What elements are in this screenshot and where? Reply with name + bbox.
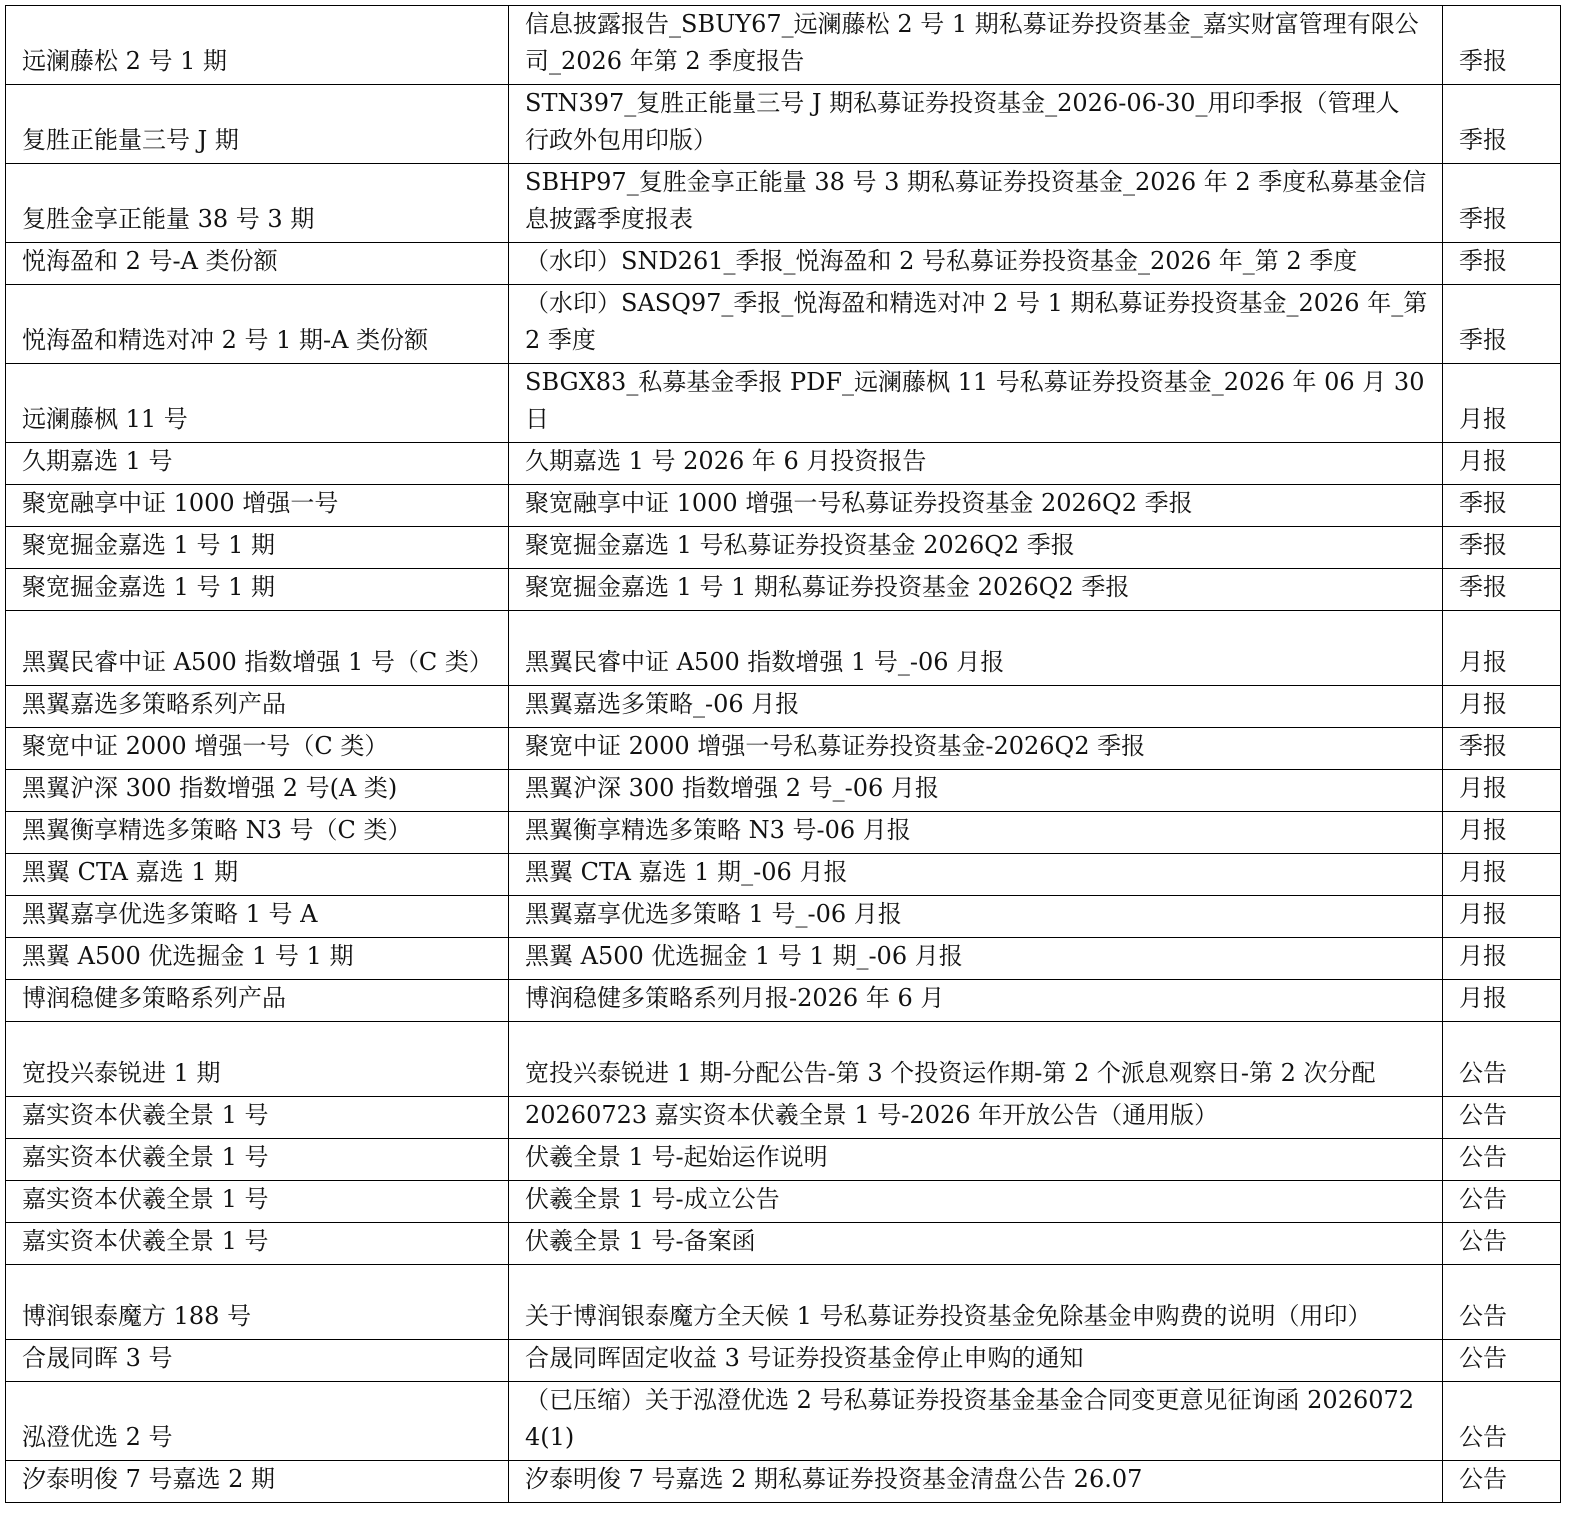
fund-name-cell: 远澜藤松 2 号 1 期 — [6, 6, 509, 85]
table-row — [6, 85, 1561, 164]
report-title-cell: 伏羲全景 1 号-成立公告 — [509, 1181, 1443, 1223]
fund-name-cell: 宽投兴泰锐进 1 期 — [6, 1022, 509, 1097]
report-title-cell: 关于博润银泰魔方全天候 1 号私募证券投资基金免除基金申购费的说明（用印） — [509, 1265, 1443, 1340]
report-type-cell: 公告 — [1443, 1181, 1561, 1223]
table-row — [6, 1139, 1561, 1181]
report-title-cell: 博润稳健多策略系列月报-2026 年 6 月 — [509, 980, 1443, 1022]
report-title-cell: 聚宽掘金嘉选 1 号私募证券投资基金 2026Q2 季报 — [509, 527, 1443, 569]
table-row — [6, 443, 1561, 485]
fund-name-cell: 黑翼嘉享优选多策略 1 号 A — [6, 896, 509, 938]
report-title-cell: （已压缩）关于泓澄优选 2 号私募证券投资基金基金合同变更意见征询函 20260724(1) — [509, 1382, 1443, 1461]
table-row — [6, 364, 1561, 443]
table-row — [6, 569, 1561, 611]
report-title-cell: 黑翼衡享精选多策略 N3 号-06 月报 — [509, 812, 1443, 854]
report-title-cell: 黑翼 CTA 嘉选 1 期_-06 月报 — [509, 854, 1443, 896]
table-row — [6, 6, 1561, 85]
report-title-cell: 伏羲全景 1 号-起始运作说明 — [509, 1139, 1443, 1181]
report-title-cell: 黑翼 A500 优选掘金 1 号 1 期_-06 月报 — [509, 938, 1443, 980]
report-type-cell: 公告 — [1443, 1382, 1561, 1461]
report-title-cell: 20260723 嘉实资本伏羲全景 1 号-2026 年开放公告（通用版） — [509, 1097, 1443, 1139]
report-title-cell: 聚宽融享中证 1000 增强一号私募证券投资基金 2026Q2 季报 — [509, 485, 1443, 527]
table-row — [6, 527, 1561, 569]
table-row — [6, 243, 1561, 285]
report-title-cell: 合晟同晖固定收益 3 号证券投资基金停止申购的通知 — [509, 1340, 1443, 1382]
report-title-cell: 黑翼沪深 300 指数增强 2 号_-06 月报 — [509, 770, 1443, 812]
report-type-cell: 公告 — [1443, 1223, 1561, 1265]
report-type-cell: 季报 — [1443, 6, 1561, 85]
table-row — [6, 285, 1561, 364]
table-body — [6, 6, 1561, 1503]
fund-name-cell: 聚宽掘金嘉选 1 号 1 期 — [6, 527, 509, 569]
table-row — [6, 1340, 1561, 1382]
fund-name-cell: 聚宽掘金嘉选 1 号 1 期 — [6, 569, 509, 611]
report-type-cell: 季报 — [1443, 485, 1561, 527]
report-type-cell: 月报 — [1443, 364, 1561, 443]
table-row — [6, 1461, 1561, 1503]
report-title-cell: （水印）SASQ97_季报_悦海盈和精选对冲 2 号 1 期私募证券投资基金_2026 年_第 2 季度 — [509, 285, 1443, 364]
fund-name-cell: 复胜正能量三号 J 期 — [6, 85, 509, 164]
fund-report-table — [5, 5, 1561, 1503]
fund-name-cell: 合晟同晖 3 号 — [6, 1340, 509, 1382]
fund-name-cell: 黑翼 A500 优选掘金 1 号 1 期 — [6, 938, 509, 980]
table-row — [6, 980, 1561, 1022]
report-type-cell: 公告 — [1443, 1097, 1561, 1139]
report-type-cell: 公告 — [1443, 1340, 1561, 1382]
fund-name-cell: 黑翼 CTA 嘉选 1 期 — [6, 854, 509, 896]
report-type-cell: 月报 — [1443, 854, 1561, 896]
report-type-cell: 季报 — [1443, 569, 1561, 611]
report-title-cell: 久期嘉选 1 号 2026 年 6 月投资报告 — [509, 443, 1443, 485]
table-row — [6, 1022, 1561, 1097]
report-type-cell: 季报 — [1443, 728, 1561, 770]
table-row — [6, 164, 1561, 243]
fund-name-cell: 博润稳健多策略系列产品 — [6, 980, 509, 1022]
report-title-cell: （水印）SND261_季报_悦海盈和 2 号私募证券投资基金_2026 年_第 2 季度 — [509, 243, 1443, 285]
report-title-cell: 伏羲全景 1 号-备案函 — [509, 1223, 1443, 1265]
fund-name-cell: 嘉实资本伏羲全景 1 号 — [6, 1223, 509, 1265]
report-title-cell: 黑翼嘉享优选多策略 1 号_-06 月报 — [509, 896, 1443, 938]
report-type-cell: 月报 — [1443, 896, 1561, 938]
report-title-cell: SBHP97_复胜金享正能量 38 号 3 期私募证券投资基金_2026 年 2 季度私募基金信息披露季度报表 — [509, 164, 1443, 243]
report-type-cell: 季报 — [1443, 164, 1561, 243]
fund-name-cell: 悦海盈和 2 号-A 类份额 — [6, 243, 509, 285]
report-title-cell: STN397_复胜正能量三号 J 期私募证券投资基金_2026-06-30_用印季报（管理人 行政外包用印版） — [509, 85, 1443, 164]
report-type-cell: 公告 — [1443, 1461, 1561, 1503]
report-type-cell: 月报 — [1443, 938, 1561, 980]
report-type-cell: 季报 — [1443, 285, 1561, 364]
table-row — [6, 485, 1561, 527]
report-title-cell: 黑翼民睿中证 A500 指数增强 1 号_-06 月报 — [509, 611, 1443, 686]
table-row — [6, 611, 1561, 686]
fund-name-cell: 远澜藤枫 11 号 — [6, 364, 509, 443]
report-type-cell: 月报 — [1443, 770, 1561, 812]
fund-name-cell: 黑翼民睿中证 A500 指数增强 1 号（C 类） — [6, 611, 509, 686]
table-row — [6, 728, 1561, 770]
fund-name-cell: 复胜金享正能量 38 号 3 期 — [6, 164, 509, 243]
table-row — [6, 1265, 1561, 1340]
report-title-cell: 汐泰明俊 7 号嘉选 2 期私募证券投资基金清盘公告 26.07 — [509, 1461, 1443, 1503]
report-type-cell: 公告 — [1443, 1139, 1561, 1181]
table-row — [6, 1097, 1561, 1139]
fund-name-cell: 久期嘉选 1 号 — [6, 443, 509, 485]
report-type-cell: 季报 — [1443, 243, 1561, 285]
fund-name-cell: 黑翼嘉选多策略系列产品 — [6, 686, 509, 728]
fund-name-cell: 黑翼衡享精选多策略 N3 号（C 类） — [6, 812, 509, 854]
report-title-cell: 宽投兴泰锐进 1 期-分配公告-第 3 个投资运作期-第 2 个派息观察日-第 2 次分配 — [509, 1022, 1443, 1097]
report-title-cell: 聚宽掘金嘉选 1 号 1 期私募证券投资基金 2026Q2 季报 — [509, 569, 1443, 611]
report-type-cell: 公告 — [1443, 1022, 1561, 1097]
report-type-cell: 季报 — [1443, 527, 1561, 569]
report-type-cell: 月报 — [1443, 611, 1561, 686]
fund-name-cell: 博润银泰魔方 188 号 — [6, 1265, 509, 1340]
report-title-cell: 聚宽中证 2000 增强一号私募证券投资基金-2026Q2 季报 — [509, 728, 1443, 770]
fund-name-cell: 聚宽中证 2000 增强一号（C 类） — [6, 728, 509, 770]
fund-name-cell: 黑翼沪深 300 指数增强 2 号(A 类) — [6, 770, 509, 812]
fund-name-cell: 聚宽融享中证 1000 增强一号 — [6, 485, 509, 527]
table-row — [6, 854, 1561, 896]
fund-name-cell: 悦海盈和精选对冲 2 号 1 期-A 类份额 — [6, 285, 509, 364]
table-row — [6, 896, 1561, 938]
fund-name-cell: 汐泰明俊 7 号嘉选 2 期 — [6, 1461, 509, 1503]
fund-name-cell: 嘉实资本伏羲全景 1 号 — [6, 1139, 509, 1181]
fund-name-cell: 泓澄优选 2 号 — [6, 1382, 509, 1461]
report-title-cell: 信息披露报告_SBUY67_远澜藤松 2 号 1 期私募证券投资基金_嘉实财富管理有限公司_2026 年第 2 季度报告 — [509, 6, 1443, 85]
report-title-cell: SBGX83_私募基金季报 PDF_远澜藤枫 11 号私募证券投资基金_2026 年 06 月 30 日 — [509, 364, 1443, 443]
report-title-cell: 黑翼嘉选多策略_-06 月报 — [509, 686, 1443, 728]
table-row — [6, 1223, 1561, 1265]
fund-name-cell: 嘉实资本伏羲全景 1 号 — [6, 1097, 509, 1139]
table-row — [6, 938, 1561, 980]
report-type-cell: 公告 — [1443, 1265, 1561, 1340]
report-type-cell: 月报 — [1443, 686, 1561, 728]
table-row — [6, 686, 1561, 728]
table-row — [6, 1181, 1561, 1223]
report-type-cell: 月报 — [1443, 812, 1561, 854]
report-type-cell: 季报 — [1443, 85, 1561, 164]
fund-name-cell: 嘉实资本伏羲全景 1 号 — [6, 1181, 509, 1223]
table-row — [6, 1382, 1561, 1461]
report-type-cell: 月报 — [1443, 980, 1561, 1022]
table-row — [6, 812, 1561, 854]
report-type-cell: 月报 — [1443, 443, 1561, 485]
table-row — [6, 770, 1561, 812]
